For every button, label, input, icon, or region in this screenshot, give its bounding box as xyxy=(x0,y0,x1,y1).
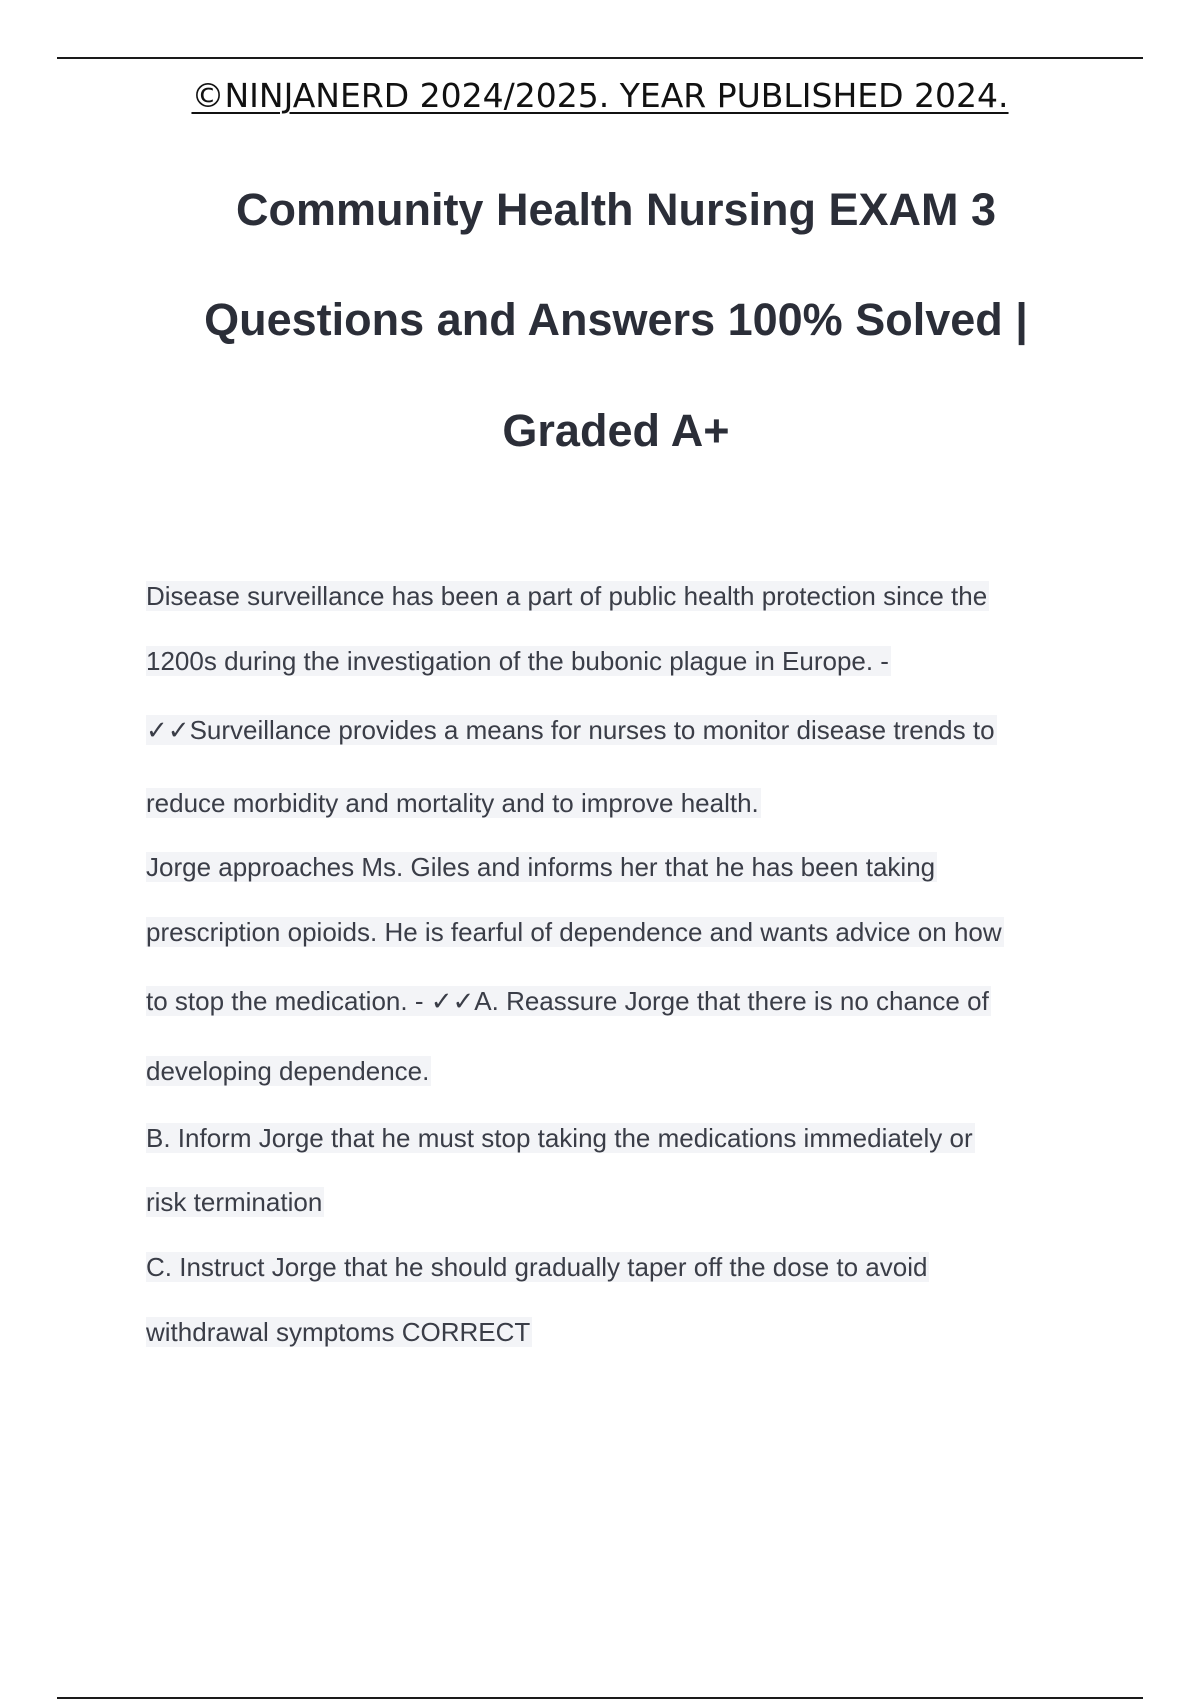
body-line xyxy=(146,1051,431,1091)
body-line xyxy=(146,783,761,823)
body-line xyxy=(146,847,937,887)
body-text: Disease surveillance has been a part of public health protection since the xyxy=(146,581,988,611)
document-title-line-3: Graded A+ xyxy=(502,405,730,456)
copyright-header xyxy=(0,76,1200,115)
body-text: risk termination xyxy=(146,1187,323,1217)
top-rule xyxy=(57,57,1143,59)
document-title-line-2: Questions and Answers 100% Solved | xyxy=(204,294,1028,345)
body-line xyxy=(146,1312,532,1352)
body-line xyxy=(146,1247,929,1287)
body-text: Jorge approaches Ms. Giles and informs her that he has been taking xyxy=(146,852,936,882)
body-text: developing dependence. xyxy=(146,1056,430,1086)
body-text: to stop the medication. - ✓✓A. Reassure Jorge that there is no chance of xyxy=(146,986,989,1016)
body-line xyxy=(146,641,891,681)
body-text: C. Instruct Jorge that he should gradually taper off the dose to avoid xyxy=(146,1252,928,1282)
document-title-line-1: Community Health Nursing EXAM 3 xyxy=(235,184,997,235)
body-line xyxy=(146,912,1004,952)
body-text: withdrawal symptoms CORRECT xyxy=(146,1317,531,1347)
body-text: B. Inform Jorge that he must stop taking the medications immediately or xyxy=(146,1123,973,1153)
body-text: prescription opioids. He is fearful of dependence and wants advice on how xyxy=(146,917,1002,947)
body-line xyxy=(146,1118,975,1158)
copyright-text: ©NINJANERD 2024/2025. YEAR PUBLISHED 2024. xyxy=(191,76,1009,115)
bottom-rule xyxy=(57,1697,1143,1699)
body-text: 1200s during the investigation of the bubonic plague in Europe. - xyxy=(146,646,889,676)
body-line xyxy=(146,576,989,616)
body-text: reduce morbidity and mortality and to improve health. xyxy=(146,788,759,818)
body-line xyxy=(146,1182,324,1222)
body-line xyxy=(146,710,997,750)
body-line xyxy=(146,981,991,1021)
body-text: ✓✓Surveillance provides a means for nurses to monitor disease trends to xyxy=(146,715,995,745)
